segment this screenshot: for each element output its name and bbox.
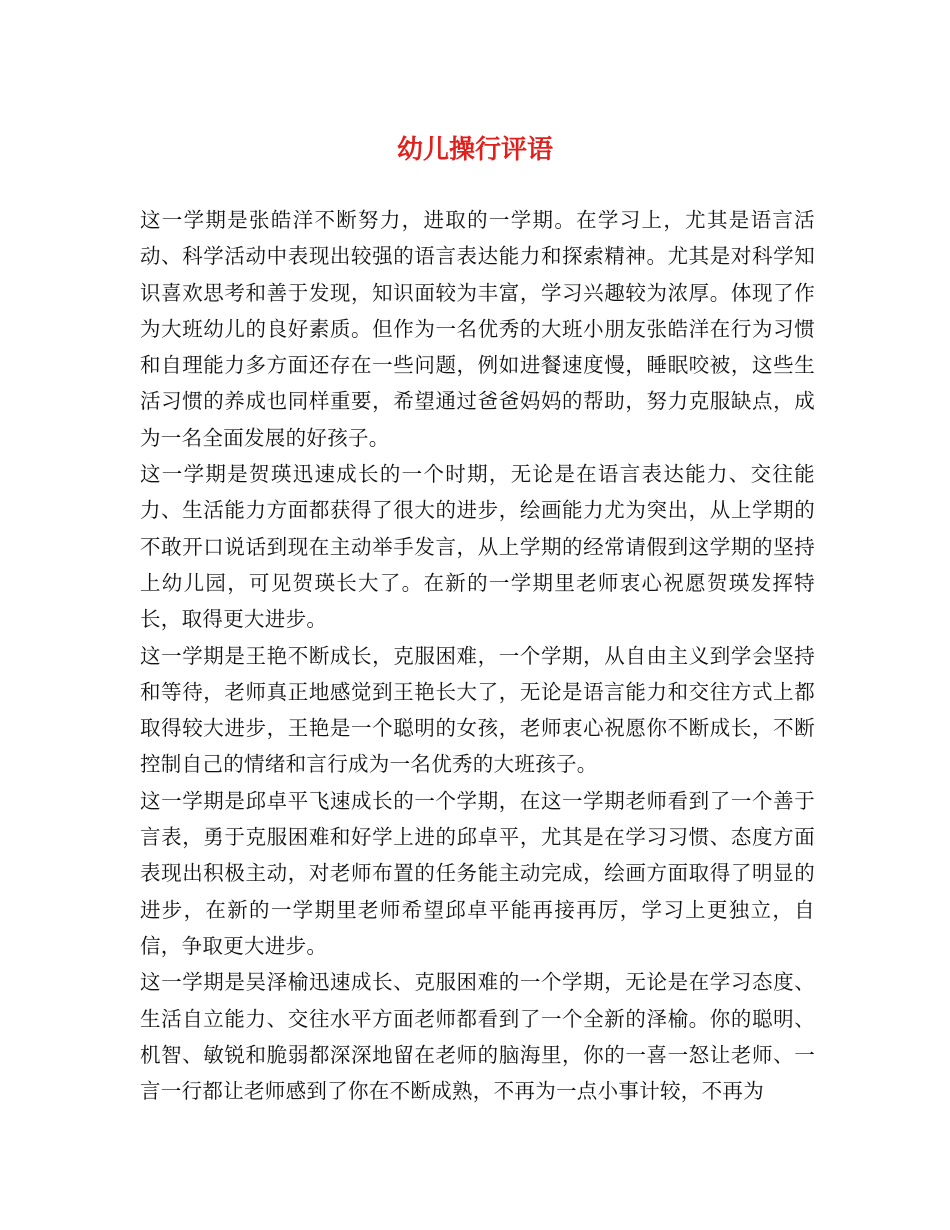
- document-body: [140, 202, 815, 1109]
- paragraph-wang-yan: 这一学期是王艳不断成长，克服困难，一个学期，从自由主义到学会坚持和等待，老师真正地感觉到王艳长大了，无论是语言能力和交往方式上都取得较大进步，王艳是一个聪明的女孩，老师衷心祝愿你不断成长，不断控制自己的情绪和言行成为一名优秀的大班孩子。: [140, 643, 815, 777]
- paragraph-wu-zeyu: 这一学期是吴泽榆迅速成长、克服困难的一个学期，无论是在学习态度、生活自立能力、交往水平方面老师都看到了一个全新的泽榆。你的聪明、机智、敏锐和脆弱都深深地留在老师的脑海里，你的一喜一怒让老师、一言一行都让老师感到了你在不断成熟，不再为一点小事计较，不再为: [140, 970, 815, 1104]
- document-title: 幼儿操行评语: [396, 135, 553, 165]
- paragraph-qiu-zhuoping: 这一学期是邱卓平飞速成长的一个学期，在这一学期老师看到了一个善于言表，勇于克服困难和好学上进的邱卓平，尤其是在学习习惯、态度方面表现出积极主动，对老师布置的任务能主动完成，绘画方面取得了明显的进步，在新的一学期里老师希望邱卓平能再接再厉，学习上更独立，自信，争取更大进步。: [140, 788, 815, 958]
- paragraph-he-ying: 这一学期是贺瑛迅速成长的一个时期，无论是在语言表达能力、交往能力、生活能力方面都获得了很大的进步，绘画能力尤为突出，从上学期的不敢开口说话到现在主动举手发言，从上学期的经常请假到这学期的坚持上幼儿园，可见贺瑛长大了。在新的一学期里老师衷心祝愿贺瑛发挥特长，取得更大进步。: [140, 462, 815, 632]
- paragraph-zhang-haoyang: 这一学期是张皓洋不断努力，进取的一学期。在学习上，尤其是语言活动、科学活动中表现出较强的语言表达能力和探索精神。尤其是对科学知识喜欢思考和善于发现，知识面较为丰富，学习兴趣较为浓厚。体现了作为大班幼儿的良好素质。但作为一名优秀的大班小朋友张皓洋在行为习惯和自理能力多方面还存在一些问题，例如进餐速度慢，睡眠咬被，这些生活习惯的养成也同样重要，希望通过爸爸妈妈的帮助，努力克服缺点，成为一名全面发展的好孩子。: [140, 208, 815, 450]
